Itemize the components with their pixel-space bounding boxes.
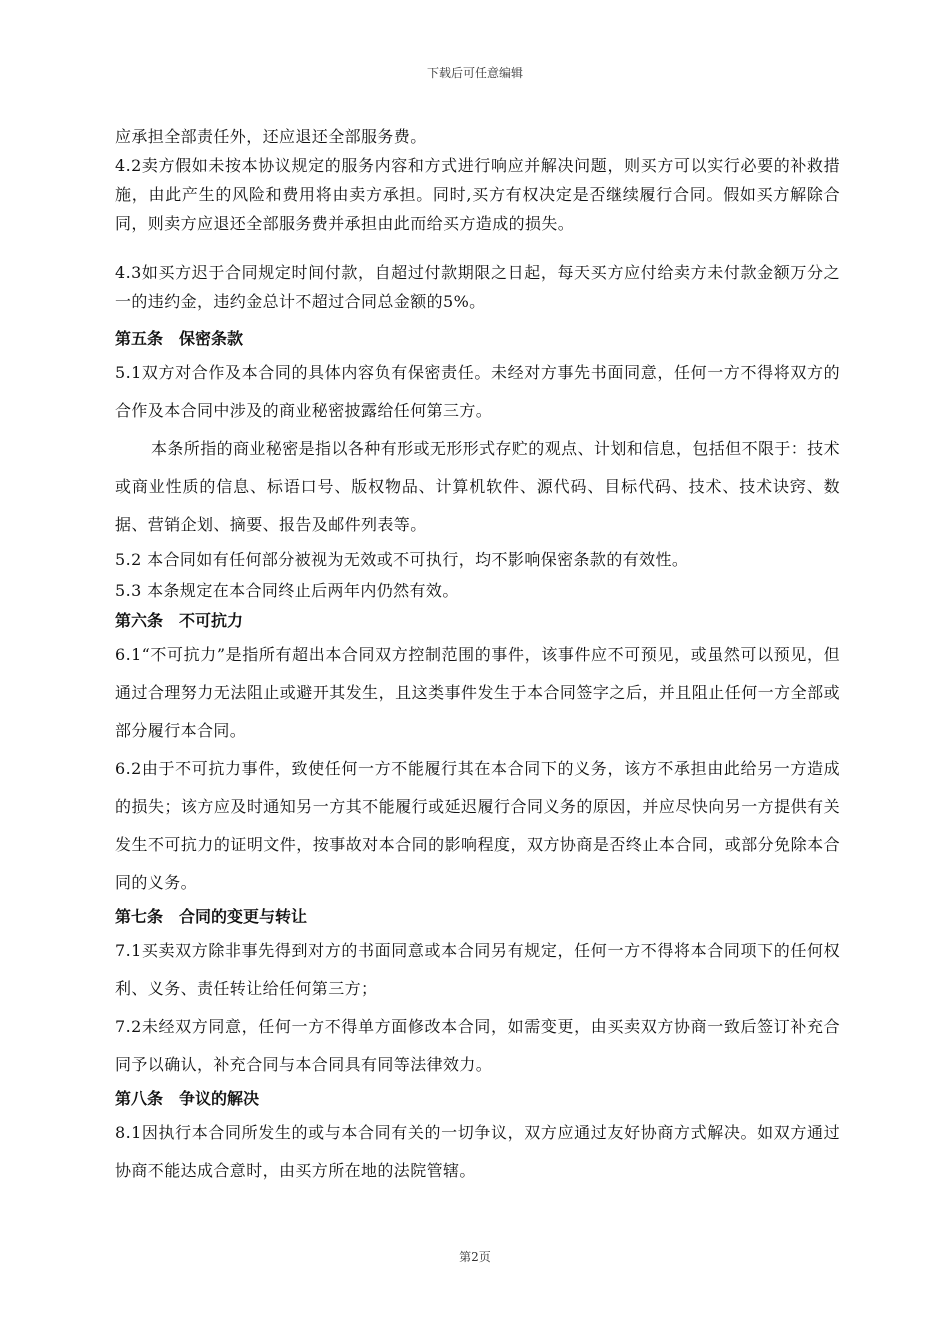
paragraph-4-3: 4.3如买方迟于合同规定时间付款，自超过付款期限之日起，每天买方应付给卖方未付款金额万分之一的违约金，违约金总计不超过合同总金额的5%。 xyxy=(115,263,840,311)
paragraph-5-1-detail: 本条所指的商业秘密是指以各种有形或无形形式存贮的观点、计划和信息，包括但不限于：技术或商业性质的信息、标语口号、版权物品、计算机软件、源代码、目标代码、技术、技术诀窍、数据、营销企划、摘要、报告及邮件列表等。 xyxy=(115,439,840,534)
paragraph-6-1: 6.1“不可抗力”是指所有超出本合同双方控制范围的事件，该事件应不可预见，或虽然可以预见，但通过合理努力无法阻止或避开其发生，且这类事件发生于本合同签字之后，并且阻止任何一方全部或部分履行本合同。 xyxy=(115,645,840,740)
document-body xyxy=(115,122,840,1190)
paragraph-5-1: 5.1双方对合作及本合同的具体内容负有保密责任。未经对方事先书面同意，任何一方不得将双方的合作及本合同中涉及的商业秘密披露给任何第三方。 xyxy=(115,363,840,420)
section-heading-5: 第五条 保密条款 xyxy=(115,329,244,348)
paragraph-5-2: 5.2 本合同如有任何部分被视为无效或不可执行，均不影响保密条款的有效性。 xyxy=(115,550,689,569)
paragraph-5-3: 5.3 本条规定在本合同终止后两年内仍然有效。 xyxy=(115,581,459,600)
paragraph-8-1: 8.1因执行本合同所发生的或与本合同有关的一切争议，双方应通过友好协商方式解决。如双方通过协商不能达成合意时，由买方所在地的法院管辖。 xyxy=(115,1123,840,1180)
paragraph-7-1: 7.1买卖双方除非事先得到对方的书面同意或本合同另有规定，任何一方不得将本合同项下的任何权利、义务、责任转让给任何第三方； xyxy=(115,941,840,998)
section-heading-6: 第六条 不可抗力 xyxy=(115,611,244,630)
page-header: 下载后可任意编辑 xyxy=(426,66,523,80)
paragraph-7-2: 7.2未经双方同意，任何一方不得单方面修改本合同，如需变更，由买卖双方协商一致后签订补充合同予以确认，补充合同与本合同具有同等法律效力。 xyxy=(115,1017,840,1074)
paragraph-4-2: 4.2卖方假如未按本协议规定的服务内容和方式进行响应并解决问题，则买方可以实行必要的补救措施，由此产生的风险和费用将由卖方承担。同时,买方有权决定是否继续履行合同。假如买方解除合同，则卖方应退还全部服务费并承担由此而给买方造成的损失。 xyxy=(115,156,840,233)
paragraph-4-1-end: 应承担全部责任外，还应退还全部服务费。 xyxy=(115,127,427,146)
page-number: 第2页 xyxy=(459,1250,491,1264)
section-heading-8: 第八条 争议的解决 xyxy=(115,1089,260,1108)
section-heading-7: 第七条 合同的变更与转让 xyxy=(115,907,308,926)
paragraph-6-2: 6.2由于不可抗力事件，致使任何一方不能履行其在本合同下的义务，该方不承担由此给另一方造成的损失；该方应及时通知另一方其不能履行或延迟履行合同义务的原因，并应尽快向另一方提供有关发生不可抗力的证明文件，按事故对本合同的影响程度，双方协商是否终止本合同，或部分免除本合同的义务。 xyxy=(115,759,840,892)
